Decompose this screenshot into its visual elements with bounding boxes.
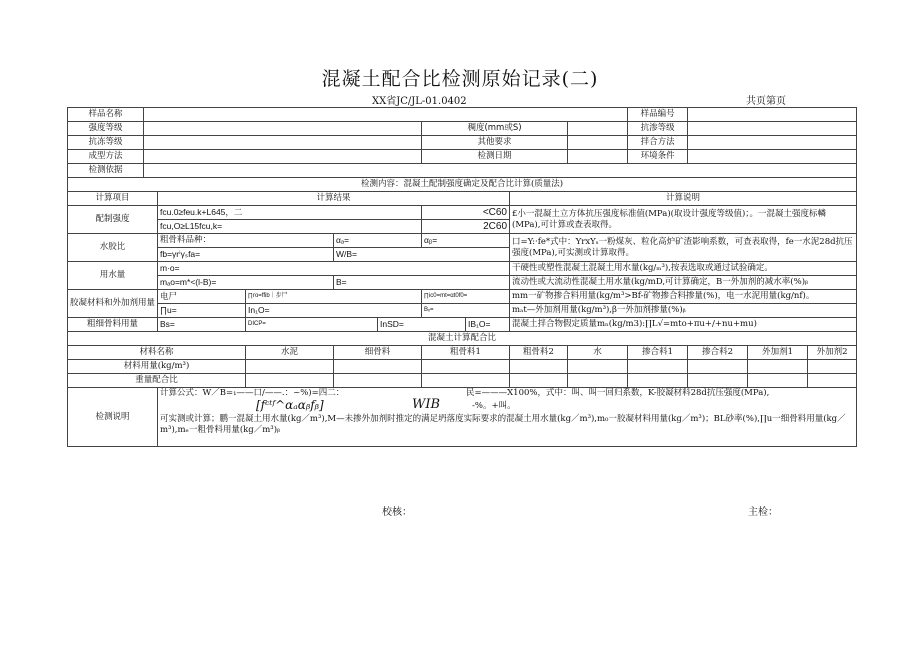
explain-line-1b: 民=———X100%，式中：叫、叫一回归系数，K-胶凝材料28d抗压强度(MPa), <box>466 388 770 398</box>
value-sample-no[interactable] <box>688 108 857 122</box>
label-water: 用水量 <box>68 262 158 290</box>
label-prep-strength: 配制强度 <box>68 206 158 234</box>
mix-col: 外加剂1 <box>748 346 808 360</box>
mix-cell[interactable] <box>628 374 688 388</box>
mix-cell[interactable] <box>334 374 422 388</box>
binder-cell-4: ∏u= <box>158 304 246 318</box>
wb-fb: fb=γrⁱγₛfa= <box>158 248 334 262</box>
agg-dicp: DICP= <box>246 318 378 332</box>
mix-cell[interactable] <box>568 374 628 388</box>
label-aggregate: 粗细骨料用量 <box>68 318 158 332</box>
binder-note-2: mₐt—外加剂用量(kg/m³),β一外加剂掺量(%)ᵦ <box>510 304 857 318</box>
label-impermeability: 抗渗等级 <box>628 122 688 136</box>
agg-ib: IB₁O= <box>466 318 510 332</box>
value-impermeability[interactable] <box>688 122 857 136</box>
mix-head-row <box>68 346 857 360</box>
tester-label: 主检： <box>748 507 778 518</box>
doc-title: 混凝土配合比检测原始记录(二) <box>321 68 599 90</box>
label-other-req: 其他要求 <box>422 136 568 150</box>
binder-cell-3: ∏ic0=mt=αt0f0= <box>422 290 510 304</box>
value-frost[interactable] <box>144 136 422 150</box>
label-consistency: 稠度(mm或S) <box>422 122 568 136</box>
mix-cell[interactable] <box>628 360 688 374</box>
fcu-tag-1: <C60 <box>422 206 510 220</box>
mix-cell[interactable] <box>748 360 808 374</box>
explain-formula: [fᶜᵗᶠ^αₐαᵦfᵦ] <box>256 398 324 412</box>
value-forming[interactable] <box>144 150 422 164</box>
mix-cell[interactable] <box>748 374 808 388</box>
mix-col: 水 <box>568 346 628 360</box>
mix-cell[interactable] <box>808 374 857 388</box>
value-strength-grade[interactable] <box>144 122 422 136</box>
fcu-formula-2: fcu,O≥L15fcu,k= <box>158 220 422 234</box>
label-sample-no: 样品编号 <box>628 108 688 122</box>
agg-bs: Bs= <box>158 318 246 332</box>
page-counter: 共页第页 <box>746 96 786 107</box>
binder-cell-6: Bₓ= <box>422 304 510 318</box>
value-consistency[interactable] <box>568 122 628 136</box>
explain-pct: -%。+叫。 <box>472 401 516 411</box>
value-mix-method[interactable] <box>688 136 857 150</box>
mix-cell[interactable] <box>246 374 334 388</box>
checker-label: 校核： <box>382 507 412 518</box>
value-other-req[interactable] <box>568 136 628 150</box>
col-calc-result: 计算结果 <box>158 192 510 206</box>
prep-note: £小一混凝土立方体抗压强度标准值(MPa)(取设计强度等级值)；。一混凝土强度标轔(MPa),可计算或查表取得。 <box>510 206 857 234</box>
mix-col: 外加剂2 <box>808 346 857 360</box>
mix-cell[interactable] <box>510 374 568 388</box>
water-mwa: mₐo=m*<(l-B)= <box>158 276 334 290</box>
label-mix-method: 拌合方法 <box>628 136 688 150</box>
mix-row-ratio: 重量配合比 <box>68 374 246 388</box>
mix-cell[interactable] <box>422 374 510 388</box>
mix-cell[interactable] <box>510 360 568 374</box>
fcu-tag-2: 2C60 <box>422 220 510 234</box>
content-header: 检测内容：混凝土配制强度确定及配合比计算(质量法) <box>68 178 857 192</box>
value-test-date[interactable] <box>568 150 628 164</box>
label-strength-grade: 强度等级 <box>68 122 144 136</box>
mix-col: 掺合料2 <box>688 346 748 360</box>
mix-cell[interactable] <box>422 360 510 374</box>
mix-cell[interactable] <box>246 360 334 374</box>
mix-row-amount: 材料用量(kg/m³) <box>68 360 246 374</box>
mix-col: 细骨料 <box>334 346 422 360</box>
mix-col: 粗骨料1 <box>422 346 510 360</box>
label-explain: 检测说明 <box>68 388 158 447</box>
mix-cell[interactable] <box>688 360 748 374</box>
water-note-1: 干硬性或塑性混凝土混凝土用水量(kg/ₘ³),按表选取或通过试验确定。 <box>510 262 857 276</box>
label-binder: 胶凝材料和外加剂用量 <box>68 290 158 318</box>
explain-line-1a: 计算公式：W／B=₁——口/——.：~%)=四二： <box>160 388 345 398</box>
water-beta: B= <box>334 276 510 290</box>
wb-value: W/B= <box>334 248 510 262</box>
label-sample-name: 样品名称 <box>68 108 144 122</box>
mix-col: 掺合料1 <box>628 346 688 360</box>
wb-note: 口=Y:·fe*式中：YrxYₛ一粉煤灰、粒化高炉矿渣影响系数，可查表取得，fe一水泥28d抗压强度(MPa),可实测或计算取得。 <box>510 234 857 262</box>
mix-col-name: 材料名称 <box>68 346 246 360</box>
wb-alpha-b: αᵦ= <box>422 234 510 248</box>
binder-cell-1: 电尸 <box>158 290 246 304</box>
mix-header: 混凝土计算配合比 <box>68 332 857 346</box>
fcu-formula-1: fcu.0≥feu.k+L645，二 <box>158 206 422 220</box>
water-note-2: 流动性或大流动性混凝土用水量(kg/mD,可计算确定，B一外加剂的减水率(%)ᵦ <box>510 276 857 290</box>
mix-col: 水泥 <box>246 346 334 360</box>
mix-cell[interactable] <box>688 374 748 388</box>
mix-col: 粗骨料2 <box>510 346 568 360</box>
binder-cell-2: ∏ro=ffib｜步尸 <box>246 290 422 304</box>
record-table <box>67 107 857 447</box>
explain-text <box>158 388 857 447</box>
mix-cell[interactable] <box>334 360 422 374</box>
label-frost: 抗冻等级 <box>68 136 144 150</box>
value-basis[interactable] <box>144 164 857 178</box>
water-mwo: m·o= <box>158 262 510 276</box>
label-test-date: 检测日期 <box>422 150 568 164</box>
agg-note: 混凝土拌合物假定质量mₙ(kg/m3):∏L√=mto+πu+/+nu+mu) <box>510 318 857 332</box>
label-basis: 检测依据 <box>68 164 144 178</box>
label-wb-ratio: 水胶比 <box>68 234 158 262</box>
mix-cell[interactable] <box>568 360 628 374</box>
label-env: 环境条件 <box>628 150 688 164</box>
value-sample-name[interactable] <box>144 108 628 122</box>
value-env[interactable] <box>688 150 857 164</box>
wb-alpha-a: αₐ= <box>334 234 422 248</box>
explain-line-2: 可实测或计算；鹏一混凝土用水量(kg／m³),M—未掺外加剂时推定的满足坍落度实际要求的混凝土用水量(kg／m³),m₀一胶凝材料用量(kg／m³)；BL砂率(%),∏u一细骨料用量(kg／m³),mₑ一粗骨料用量(kg／m³)ᵦ <box>160 414 846 435</box>
mix-cell[interactable] <box>808 360 857 374</box>
doc-code: XX省JC/JL-01.0402 <box>372 96 467 107</box>
explain-wib: WIB <box>412 397 441 412</box>
agg-insd: InSD= <box>378 318 466 332</box>
label-forming: 成型方法 <box>68 150 144 164</box>
binder-note-1: mm一矿物掺合料用量(kg/m³>Bf-矿物掺合料掺量(%)，电一水泥用量(kg/nf)。 <box>510 290 857 304</box>
col-calc-item: 计算项目 <box>68 192 158 206</box>
col-calc-note: 计算说明 <box>510 192 857 206</box>
wb-aggregate-type: 粗骨料品种： <box>158 234 334 248</box>
binder-cell-5: In₁O= <box>246 304 422 318</box>
